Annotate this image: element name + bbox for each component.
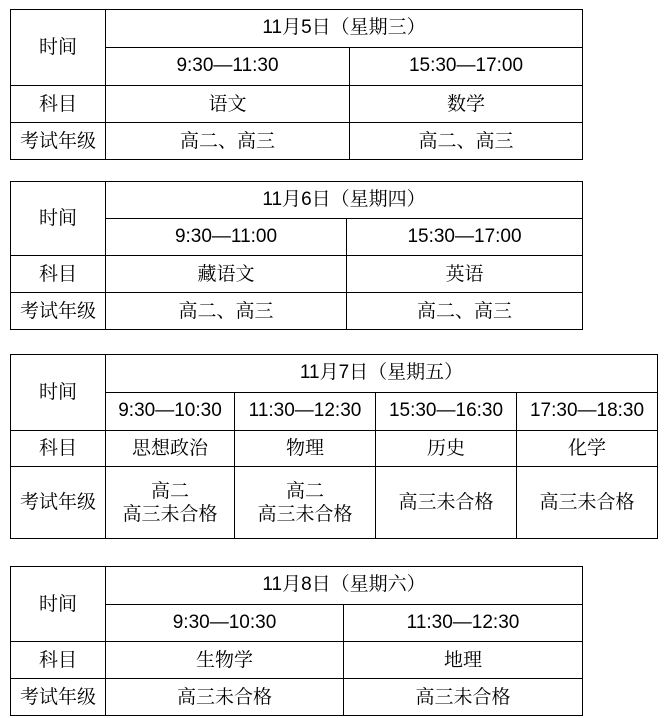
- subject-cell: 物理: [235, 431, 376, 467]
- grade-text: 高二、高三: [417, 299, 513, 322]
- time-label: 时间: [11, 567, 106, 642]
- date-header: 11月8日（星期六）: [106, 567, 583, 605]
- grade-text: 高二: [285, 479, 324, 502]
- subject-label: 科目: [11, 256, 106, 293]
- grade-text: 高二: [150, 479, 189, 502]
- subject-cell: 藏语文: [106, 256, 347, 293]
- time-slot: 15:30—17:00: [350, 48, 583, 86]
- subject-cell: 语文: [106, 86, 350, 123]
- grade-text: 高二、高三: [178, 299, 274, 322]
- subject-label: 科目: [11, 86, 106, 123]
- subject-cell: 英语: [347, 256, 583, 293]
- grade-cell: [347, 293, 583, 330]
- grade-cell: [106, 679, 344, 716]
- subject-label: 科目: [11, 431, 106, 467]
- grade-cell: [350, 123, 583, 160]
- time-slot: 9:30—11:00: [106, 219, 347, 256]
- date-header: 11月7日（星期五）: [106, 355, 658, 393]
- date-header: 11月5日（星期三）: [106, 10, 583, 48]
- grade-label: 考试年级: [11, 679, 106, 716]
- time-slot: 9:30—11:30: [106, 48, 350, 86]
- grade-cell: [376, 467, 517, 539]
- grade-cell: [235, 467, 376, 539]
- subject-cell: 数学: [350, 86, 583, 123]
- subject-cell: 地理: [344, 642, 583, 679]
- grade-text: 高三未合格: [176, 685, 272, 708]
- grade-label: 考试年级: [11, 467, 106, 539]
- grade-cell: [106, 467, 235, 539]
- schedule-table-nov7: [10, 354, 658, 539]
- grade-text: 高三未合格: [122, 502, 218, 525]
- grade-text: 高三未合格: [415, 685, 511, 708]
- grade-text: 高三未合格: [539, 491, 635, 514]
- grade-text: 高二、高三: [418, 129, 514, 152]
- time-label: 时间: [11, 355, 106, 431]
- grade-cell: [106, 123, 350, 160]
- schedule-table-nov6: [10, 181, 583, 330]
- time-label: 时间: [11, 10, 106, 86]
- time-slot: 9:30—10:30: [106, 393, 235, 431]
- date-header: 11月6日（星期四）: [106, 182, 583, 219]
- subject-label: 科目: [11, 642, 106, 679]
- time-slot: 11:30—12:30: [344, 605, 583, 642]
- grade-text: 高二、高三: [179, 129, 275, 152]
- time-slot: 15:30—16:30: [376, 393, 517, 431]
- grade-label: 考试年级: [11, 123, 106, 160]
- subject-cell: 历史: [376, 431, 517, 467]
- subject-cell: 思想政治: [106, 431, 235, 467]
- schedule-table-nov8: [10, 566, 583, 716]
- subject-cell: 生物学: [106, 642, 344, 679]
- grade-cell: [106, 293, 347, 330]
- schedule-table-nov5: [10, 9, 583, 160]
- time-slot: 11:30—12:30: [235, 393, 376, 431]
- time-slot: 9:30—10:30: [106, 605, 344, 642]
- subject-cell: 化学: [517, 431, 658, 467]
- grade-text: 高三未合格: [257, 502, 353, 525]
- time-slot: 17:30—18:30: [517, 393, 658, 431]
- grade-cell: [517, 467, 658, 539]
- grade-cell: [344, 679, 583, 716]
- grade-text: 高三未合格: [398, 491, 494, 514]
- time-slot: 15:30—17:00: [347, 219, 583, 256]
- grade-label: 考试年级: [11, 293, 106, 330]
- time-label: 时间: [11, 182, 106, 256]
